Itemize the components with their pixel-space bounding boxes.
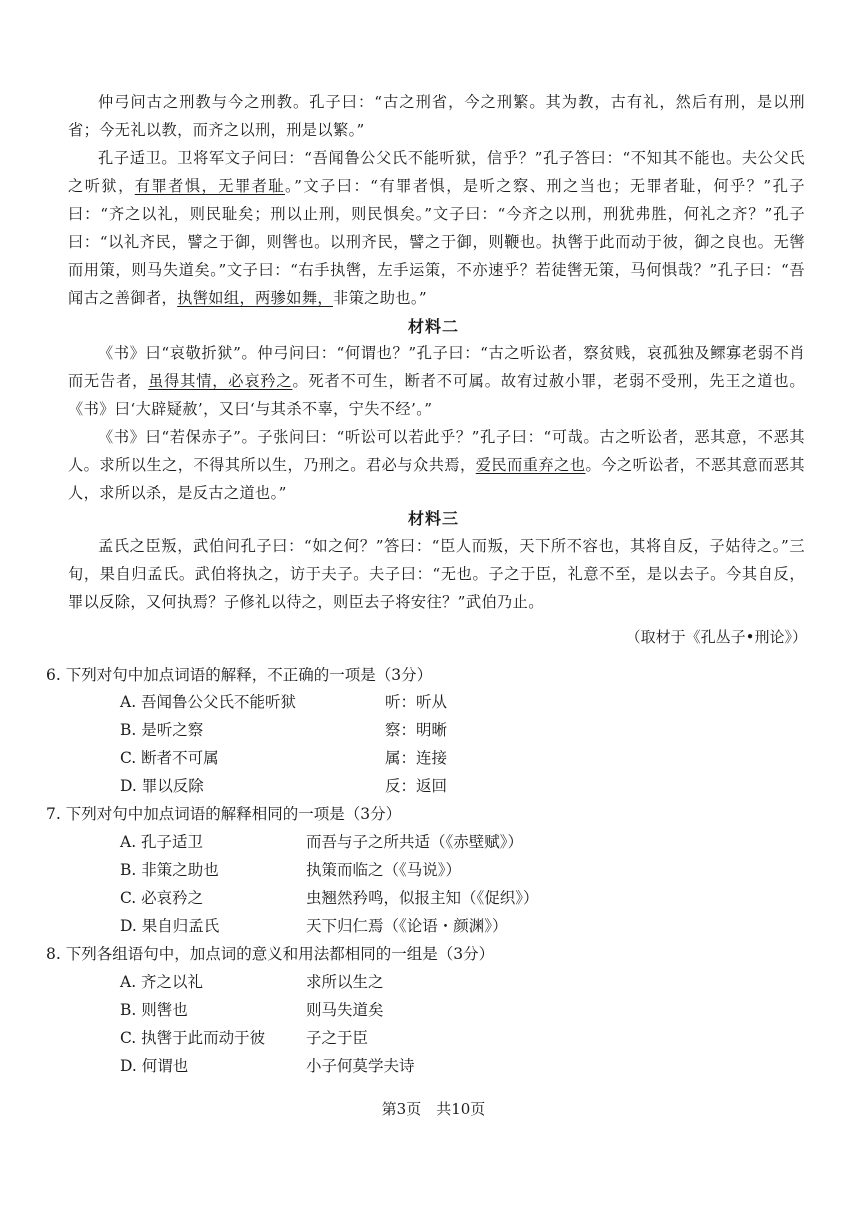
underlined-phrase: 有罪者惧，无罪者耻	[134, 177, 286, 195]
text-run: 《书》曰“若保赤子”。子张问曰：“听讼可以若此乎？”孔子曰：“可哉。古之听讼者，恶其意，不恶其人。求所以生之，不得其所以生，乃刑之。君必与众共焉，	[68, 428, 805, 474]
material-one-paragraph-2	[68, 144, 805, 312]
question-8-option-d-gloss: 小子何莫学夫诗	[306, 1057, 415, 1075]
question-8-title: 8. 下列各组语句中，加点词的意义和用法都相同的一组是（3分）	[46, 945, 495, 963]
question-6-title: 6. 下列对句中加点词语的解释，不正确的一项是（3分）	[46, 666, 433, 684]
question-6-option-c: C. 断者不可属	[120, 749, 219, 767]
question-8-option-c-gloss: 子之于臣	[306, 1029, 369, 1047]
question-6-option-b: B. 是听之察	[120, 721, 204, 739]
question-8-option-c: C. 执辔于此而动于彼	[120, 1029, 266, 1047]
question-8-option-b-gloss: 则马失道矣	[306, 1001, 384, 1019]
material-one-paragraph-1: 仲弓问古之刑教与今之刑教。孔子曰：“古之刑省，今之刑繁。其为教，古有礼，然后有刑，是以刑省；今无礼以教，而齐之以刑，刑是以繁。”	[68, 93, 805, 139]
underlined-phrase: 虽得其情，必哀矜之	[148, 372, 293, 390]
text-run: 非策之助也。”	[333, 289, 428, 307]
material-three-paragraph-1: 孟氏之臣叛，武伯问孔子曰：“如之何？”答曰：“臣人而叛，天下所不容也，其将自反，子姑待之。”三旬，果自归孟氏。武伯将执之，访于夫子。夫子曰：“无也。子之于臣，礼意不至，是以去子。今其自反，罪以反除，又何执焉？子修礼以待之，则臣去子将安往？”武伯乃止。	[68, 537, 805, 611]
question-7-option-c-gloss: 虫翘然矜鸣，似报主知（《促织》）	[306, 889, 539, 907]
question-6-option-c-gloss: 属：连接	[385, 749, 448, 767]
material-three-heading: 材料三	[407, 509, 459, 528]
text-run: 孔子适卫。卫将军文子问曰：“吾闻鲁公父氏不能听狱，信乎？”孔子答曰：“不知其不能也。夫公父氏之听狱，	[68, 149, 805, 195]
material-two-heading: 材料二	[407, 317, 459, 336]
text-run: 。”文子曰：“有罪者惧，是听之察、刑之当也；无罪者耻，何乎？”孔子曰：“齐之以礼，则民耻矣；刑以止刑，则民惧矣。”文子曰：“今齐之以刑，刑犹弗胜，何礼之齐？”孔子曰：“以礼齐民，譬之于御，则辔也。以刑齐民，譬之于御，则鞭也。执辔于此而动于彼，御之良也。无辔而用策，则马失道矣。”文子曰：“右手执辔，左手运策，不亦速乎？若徒辔无策，马何惧哉？”孔子曰：“吾闻古之善御者，	[68, 177, 805, 307]
text-run: 。今之听讼者，不恶其意而恶其人，求所以杀，是反古之道也。”	[68, 456, 805, 502]
page-footer: 第3页 共10页	[381, 1100, 486, 1118]
question-7-option-d-gloss: 天下归仁焉（《论语・颜渊》）	[306, 917, 508, 935]
material-three	[68, 532, 805, 616]
question-8-option-d: D. 何谓也	[120, 1057, 189, 1075]
question-7-option-c: C. 必哀矜之	[120, 889, 204, 907]
text-run: 《书》曰“哀敬折狱”。仲弓问曰：“何谓也？”孔子曰：“古之听讼者，察贫贱，哀孤独及鳏寡老弱不肖而无告者，	[68, 344, 805, 390]
question-7-option-d: D. 果自归孟氏	[120, 917, 220, 935]
material-one	[68, 88, 805, 312]
question-6-option-a: A. 吾闻鲁公父氏不能听狱	[120, 693, 297, 711]
underlined-phrase: 爱民而重弃之也	[475, 456, 586, 474]
question-6-option-a-gloss: 听：听从	[385, 693, 448, 711]
question-7-option-b-gloss: 执策而临之（《马说》）	[306, 861, 462, 879]
question-6-option-d: D. 罪以反除	[120, 777, 204, 795]
question-7-title: 7. 下列对句中加点词语的解释相同的一项是（3分）	[46, 805, 402, 823]
question-6-option-d-gloss: 反：返回	[385, 777, 448, 795]
question-7-option-b: B. 非策之助也	[120, 861, 219, 879]
underlined-phrase: 执辔如组，两骖如舞，	[177, 289, 333, 307]
question-8-option-a: A. 齐之以礼	[120, 973, 204, 991]
source-citation: （取材于《孔丛子•刑论》）	[625, 628, 807, 646]
text-run: 。死者不可生，断者不可属。故宥过赦小罪，老弱不受刑，先王之道也。《书》曰‘大辟疑赦’，又曰‘与其杀不辜，宁失不经’。”	[68, 372, 805, 418]
question-8-option-b: B. 则辔也	[120, 1001, 188, 1019]
material-two	[68, 339, 805, 507]
material-two-paragraph-1	[68, 339, 805, 423]
question-8-option-a-gloss: 求所以生之	[306, 973, 384, 991]
material-two-paragraph-2	[68, 423, 805, 507]
question-7-option-a-gloss: 而吾与子之所共适（《赤壁赋》）	[306, 833, 524, 851]
question-6-option-b-gloss: 察：明晰	[385, 721, 448, 739]
question-7-option-a: A. 孔子适卫	[120, 833, 204, 851]
